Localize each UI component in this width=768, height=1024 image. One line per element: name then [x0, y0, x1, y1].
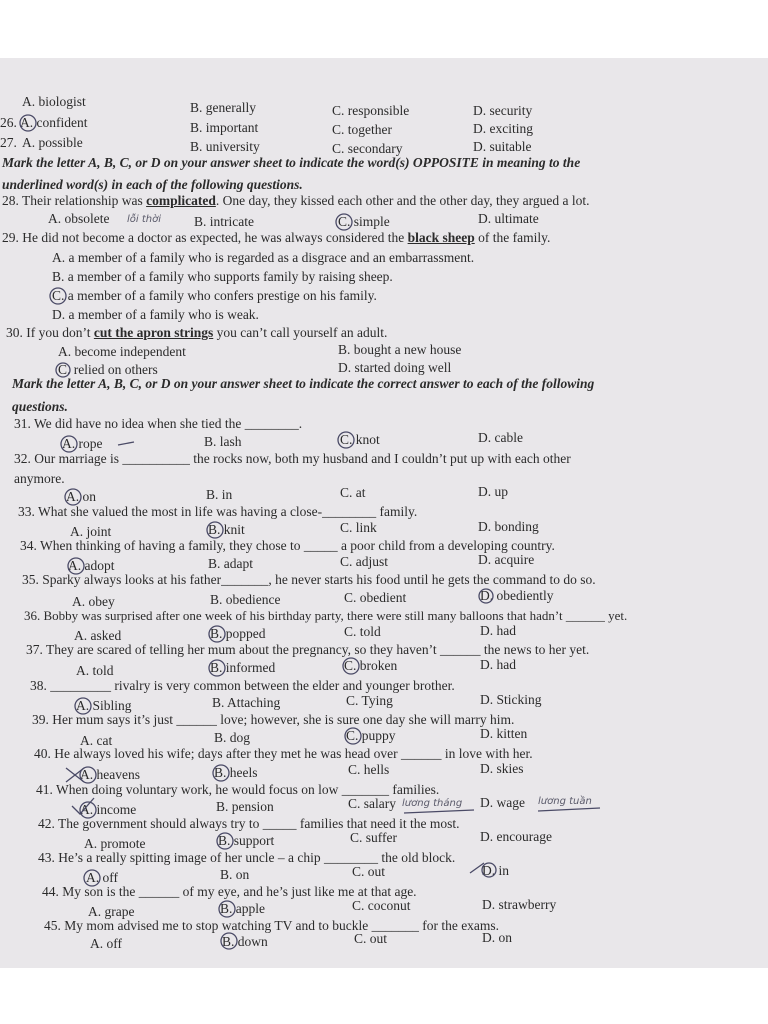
q45-option-c: C. out — [354, 931, 388, 946]
q33-option-d: D. bonding — [478, 519, 539, 534]
q37-option-b: B. informed — [210, 660, 276, 675]
q30-option-b: B. bought a new house — [338, 342, 462, 357]
q42-option-d: D. encourage — [480, 829, 552, 844]
q41-option-c: C. salary — [348, 796, 396, 811]
instruction-opposite-line2: underlined word(s) in each of the following questions. — [2, 177, 303, 192]
q35-option-d: D. obediently — [480, 588, 554, 603]
prev-row2-c: C. together — [332, 122, 392, 137]
q41-option-d: D. wage — [480, 795, 525, 810]
question-33: 33. What she valued the most in life was having a close-________ family. — [18, 504, 418, 519]
q28-option-c: C. simple — [338, 214, 390, 229]
q32-option-b: B. in — [206, 487, 233, 502]
q35-option-b: B. obedience — [210, 592, 281, 607]
q37-option-d: D. had — [480, 657, 516, 672]
question-44: 44. My son is the ______ of my eye, and he’s just like me at that age. — [42, 884, 417, 899]
q40-option-d: D. skies — [480, 761, 524, 776]
q36-option-a: A. asked — [74, 628, 122, 643]
prev-row3-number: 27. — [0, 135, 17, 150]
q34-option-d: D. acquire — [478, 552, 535, 567]
q41-option-a: A. income — [80, 802, 137, 817]
q39-option-d: D. kitten — [480, 726, 528, 741]
instruction-opposite-line1: Mark the letter A, B, C, or D on your answer sheet to indicate the word(s) OPPOSITE in meaning to the — [2, 155, 581, 170]
question-38: 38. _________ rivalry is very common between the elder and younger brother. — [30, 678, 455, 693]
q32-option-c: C. at — [340, 485, 366, 500]
prev-row2-number: 26. — [0, 115, 17, 130]
exam-sheet — [0, 58, 768, 968]
q39-option-a: A. cat — [80, 733, 113, 748]
prev-row3-a: A. possible — [22, 135, 83, 150]
q43-option-b: B. on — [220, 867, 250, 882]
q35-option-a: A. obey — [72, 594, 115, 609]
question-37: 37. They are scared of telling her mum about the pregnancy, so they haven’t ______ the news to her yet. — [26, 642, 590, 657]
q37-option-a: A. told — [76, 663, 114, 678]
q42-option-a: A. promote — [84, 836, 146, 851]
q42-option-b: B. support — [218, 833, 275, 848]
q30-option-d: D. started doing well — [338, 360, 452, 375]
question-28: 28. Their relationship was complicated. One day, they kissed each other and the other day, they argued a lot. — [2, 193, 590, 208]
question-32: 32. Our marriage is __________ the rocks now, both my husband and I couldn’t put up with each other — [14, 451, 571, 466]
q44-option-d: D. strawberry — [482, 897, 557, 912]
q38-option-d: D. Sticking — [480, 692, 542, 707]
q36-option-c: C. told — [344, 624, 381, 639]
q43-option-a: A. off — [86, 870, 118, 885]
q39-option-b: B. dog — [214, 730, 251, 745]
q43-option-c: C. out — [352, 864, 386, 879]
prev-row1-a: A. biologist — [22, 94, 86, 109]
q38-option-a: A. Sibling — [76, 698, 132, 713]
q31-option-a: A. rope — [62, 436, 103, 451]
prev-row3-c: C. secondary — [332, 141, 403, 156]
q29-keyword: black sheep — [407, 230, 475, 245]
question-45: 45. My mom advised me to stop watching TV and to buckle _______ for the exams. — [44, 918, 500, 933]
q42-option-c: C. suffer — [350, 830, 397, 845]
question-34: 34. When thinking of having a family, they chose to _____ a poor child from a developing country. — [20, 538, 555, 553]
prev-row1-c: C. responsible — [332, 103, 410, 118]
q29-option-d: D. a member of a family who is weak. — [52, 307, 259, 322]
q41-handwritten-note-d: lương tuần — [538, 796, 592, 807]
q37-option-c: C. broken — [344, 658, 398, 673]
prev-row1-b: B. generally — [190, 100, 256, 115]
q43-option-d: D. in — [482, 863, 509, 878]
q44-option-c: C. coconut — [352, 898, 411, 913]
question-36: 36. Bobby was surprised after one week of his birthday party, there were still many balloons that hadn’t ______ yet. — [24, 608, 628, 623]
question-35: 35. Sparky always looks at his father_______, he never starts his food until he gets the command to do so. — [22, 572, 596, 587]
question-41: 41. When doing voluntary work, he would focus on low _______ families. — [36, 782, 440, 797]
q40-option-c: C. hells — [348, 762, 390, 777]
q45-option-d: D. on — [482, 930, 512, 945]
q31-option-d: D. cable — [478, 430, 523, 445]
q40-option-b: B. heels — [214, 765, 258, 780]
mark-underline-q41-d — [538, 808, 600, 811]
q30-option-c: C. relied on others — [58, 362, 158, 377]
q36-option-d: D. had — [480, 623, 516, 638]
question-43: 43. He’s a really spitting image of her uncle – a chip ________ the old block. — [38, 850, 456, 865]
q38-option-b: B. Attaching — [212, 695, 281, 710]
q39-option-c: C. puppy — [346, 728, 396, 743]
question-32-continued: anymore. — [14, 471, 65, 486]
q41-handwritten-note-c: lương tháng — [402, 798, 463, 809]
question-29: 29. He did not become a doctor as expected, he was always considered the black sheep of the family. — [2, 230, 551, 245]
q28-option-a: A. obsolete — [48, 211, 110, 226]
q36-option-b: B. popped — [210, 626, 266, 641]
q28-handwritten-note: lỗi thời — [127, 214, 162, 225]
q44-option-b: B. apple — [220, 901, 265, 916]
q31-option-b: B. lash — [204, 434, 242, 449]
q38-option-c: C. Tying — [346, 693, 393, 708]
q29-option-a: A. a member of a family who is regarded as a disgrace and an embarrassment. — [52, 250, 475, 265]
mark-dash-q31 — [118, 442, 134, 445]
question-39: 39. Her mum says it’s just ______ love; however, she is sure one day she will marry him. — [32, 712, 515, 727]
instruction-correct-line2: questions. — [12, 399, 68, 414]
q33-option-c: C. link — [340, 520, 377, 535]
q41-option-b: B. pension — [216, 799, 274, 814]
q29-option-c: C. a member of a family who confers prestige on his family. — [52, 288, 377, 303]
q34-option-c: C. adjust — [340, 554, 389, 569]
q28-option-d: D. ultimate — [478, 211, 539, 226]
prev-row2-a: A. confident — [20, 115, 88, 130]
q34-option-a: A. adopt — [68, 558, 115, 573]
q33-option-b: B. knit — [208, 522, 245, 537]
prev-row1-d: D. security — [473, 103, 533, 118]
q33-option-a: A. joint — [70, 524, 112, 539]
q28-option-b: B. intricate — [194, 214, 254, 229]
q30-option-a: A. become independent — [58, 344, 186, 359]
q30-keyword: cut the apron strings — [93, 325, 214, 340]
q29-option-b: B. a member of a family who supports family by raising sheep. — [52, 269, 393, 284]
prev-row2-d: D. exciting — [473, 121, 533, 136]
instruction-correct-line1: Mark the letter A, B, C, or D on your answer sheet to indicate the correct answer to each of the following — [12, 376, 595, 391]
q31-option-c: C. knot — [340, 432, 380, 447]
q35-option-c: C. obedient — [344, 590, 407, 605]
prev-row3-d: D. suitable — [473, 139, 532, 154]
q40-option-a: A. heavens — [80, 767, 140, 782]
prev-row2-b: B. important — [190, 120, 259, 135]
question-31: 31. We did have no idea when she tied the ________. — [14, 416, 303, 431]
q32-option-a: A. on — [66, 489, 96, 504]
question-42: 42. The government should always try to _____ families that need it the most. — [38, 816, 460, 831]
q45-option-b: B. down — [222, 934, 268, 949]
q45-option-a: A. off — [90, 936, 122, 951]
prev-row3-b: B. university — [190, 139, 260, 154]
q32-option-d: D. up — [478, 484, 508, 499]
q44-option-a: A. grape — [88, 904, 135, 919]
mark-underline-q41-c — [404, 810, 474, 813]
q34-option-b: B. adapt — [208, 556, 253, 571]
question-30: 30. If you don’t cut the apron strings you can’t call yourself an adult. — [6, 325, 388, 340]
question-40: 40. He always loved his wife; days after they met he was head over ______ in love with her. — [34, 746, 533, 761]
q28-keyword: complicated — [146, 193, 216, 208]
